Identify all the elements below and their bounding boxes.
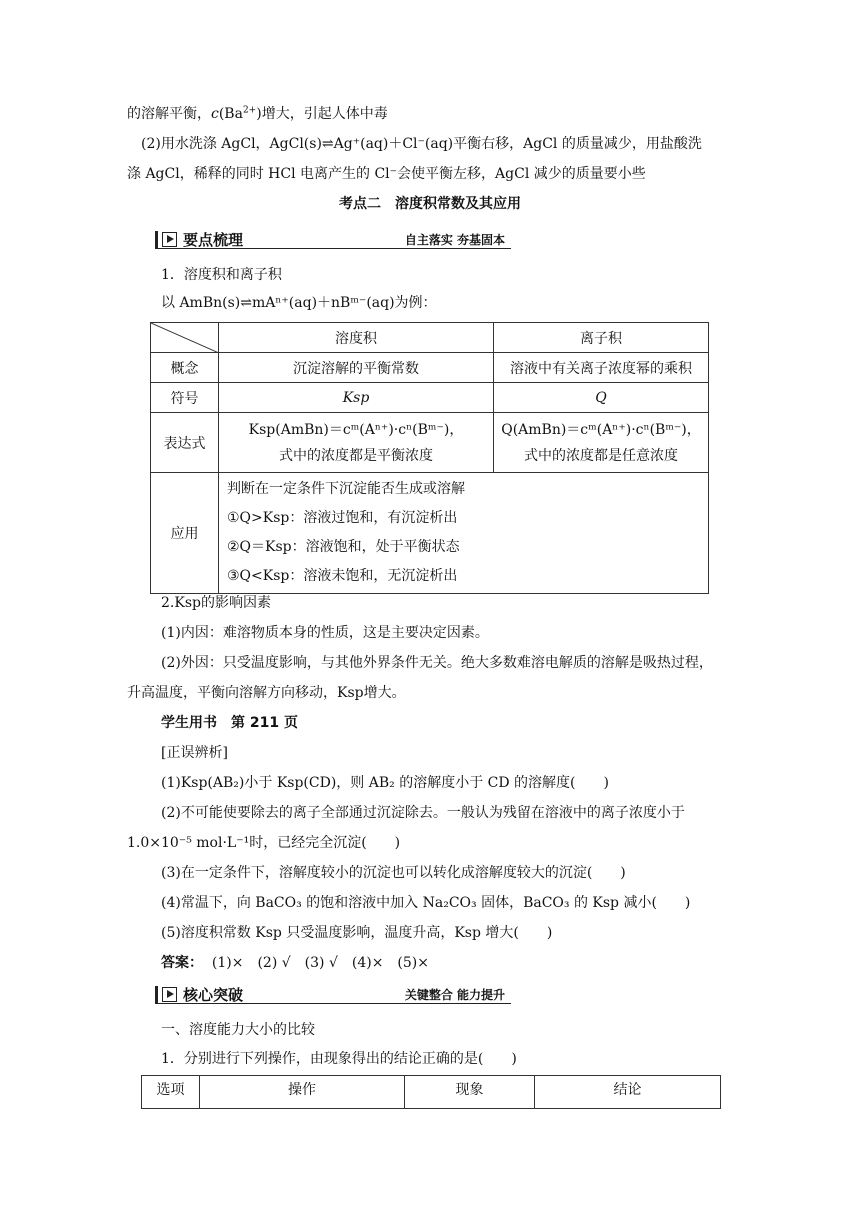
row-label: 表达式 xyxy=(151,413,219,473)
banner-subtitle: 关键整合 能力提升 xyxy=(404,988,505,1002)
correction-item: (5)溶度积常数 Ksp 只受温度影响，温度升高，Ksp 增大( ) xyxy=(161,925,553,941)
question-1: 1．分别进行下列操作，由现象得出的结论正确的是( ) xyxy=(161,1051,517,1067)
table-row xyxy=(151,473,709,594)
cell-ksp: Ksp xyxy=(219,383,494,413)
intro-line-2: (2)用水洗涤 AgCl，AgCl(s)⇌Ag⁺(aq)＋Cl⁻(aq)平衡右移，AgCl 的质量减少，用盐酸洗 xyxy=(141,136,702,152)
application-line: ②Q＝Ksp：溶液饱和，处于平衡状态 xyxy=(227,539,460,555)
options-table xyxy=(141,1075,721,1109)
correction-item: (4)常温下，向 BaCO₃ 的饱和溶液中加入 Na₂CO₃ 固体，BaCO₃ 的 Ksp 减小( ) xyxy=(161,895,691,911)
correction-item: (3)在一定条件下，溶解度较小的沉淀也可以转化成溶解度较大的沉淀( ) xyxy=(161,865,626,881)
row-label: 应用 xyxy=(151,473,219,594)
q-expression-note: 式中的浓度都是任意浓度 xyxy=(524,447,678,464)
paragraph-external-2: 升高温度，平衡向溶解方向移动，Ksp增大。 xyxy=(127,685,406,701)
banner-bar xyxy=(155,231,158,248)
cell-q: 溶液中有关离子浓度幂的乘积 xyxy=(494,353,709,383)
book-reference: 学生用书 第 211 页 xyxy=(161,715,298,731)
correction-title: [正误辨析] xyxy=(161,745,228,761)
header-phenomenon: 现象 xyxy=(405,1076,535,1109)
cell-q xyxy=(494,413,709,473)
banner-core-breakthrough xyxy=(155,984,511,1004)
cell-ksp: 沉淀溶解的平衡常数 xyxy=(219,353,494,383)
subheading-ksp-factors: 2.Ksp的影响因素 xyxy=(161,595,271,611)
table-row xyxy=(151,383,709,413)
play-triangle-icon xyxy=(162,232,177,247)
correction-item-cont: 1.0×10⁻⁵ mol·L⁻¹时，已经完全沉淀( ) xyxy=(127,835,401,851)
cell-ksp xyxy=(219,413,494,473)
application-line: 判断在一定条件下沉淀能否生成或溶解 xyxy=(227,481,465,497)
row-label: 概念 xyxy=(151,353,219,383)
table-row xyxy=(151,353,709,383)
table-row xyxy=(151,413,709,473)
intro-line-1: 的溶解平衡，$c(Ba^{2+})$增大，引起人体中毒 xyxy=(127,105,388,122)
row-label: 符号 xyxy=(151,383,219,413)
banner-subtitle: 自主落实 夯基固本 xyxy=(404,233,505,247)
intro-line-3: 涤 AgCl，稀释的同时 HCl 电离产生的 Cl⁻会使平衡左移，AgCl 减少的质量要小些 xyxy=(127,166,646,182)
table-corner-cell xyxy=(151,323,219,353)
example-equation: 以 AmBn(s)⇌mAⁿ⁺(aq)＋nBᵐ⁻(aq)为例： xyxy=(161,295,437,311)
section-title: 考点二 溶度积常数及其应用 xyxy=(339,196,521,212)
correction-item: (2)不可能使要除去的离子全部通过沉淀除去。一般认为残留在溶液中的离子浓度小于 xyxy=(161,805,685,821)
correction-item: (1)Ksp(AB₂)小于 Ksp(CD)，则 AB₂ 的溶解度小于 CD 的溶解度( ) xyxy=(161,775,609,791)
application-line: ③Q<Ksp：溶液未饱和，无沉淀析出 xyxy=(227,568,458,584)
q-expression: Q(AmBn)＝cᵐ(Aⁿ⁺)·cⁿ(Bᵐ⁻)， xyxy=(501,421,701,438)
paragraph-internal: (1)内因：难溶物质本身的性质，这是主要决定因素。 xyxy=(161,625,489,641)
banner-bar xyxy=(155,986,158,1003)
play-triangle-icon xyxy=(162,987,177,1002)
header-q: 离子积 xyxy=(494,323,709,353)
banner-title: 核心突破 xyxy=(183,986,244,1004)
banner-key-points xyxy=(155,229,511,249)
answers-line xyxy=(161,953,429,973)
cell-q: Q xyxy=(494,383,709,413)
application-line: ①Q>Ksp：溶液过饱和，有沉淀析出 xyxy=(227,510,458,526)
header-option: 选项 xyxy=(142,1076,200,1109)
answers-label: 答案： xyxy=(161,955,203,971)
ksp-q-table xyxy=(150,322,709,594)
answers-values: (1)× (2) √ (3) √ (4)× (5)× xyxy=(211,955,429,971)
ksp-expression-note: 式中的浓度都是平衡浓度 xyxy=(279,447,433,464)
cell-application xyxy=(219,473,709,594)
part-heading: 一、溶度能力大小的比较 xyxy=(161,1022,315,1038)
banner-title: 要点梳理 xyxy=(183,231,244,249)
subheading-ksp-q: 1．溶度积和离子积 xyxy=(161,267,282,283)
ksp-expression: Ksp(AmBn)＝cᵐ(Aⁿ⁺)·cⁿ(Bᵐ⁻)， xyxy=(248,421,464,438)
header-operation: 操作 xyxy=(200,1076,405,1109)
header-conclusion: 结论 xyxy=(535,1076,721,1109)
paragraph-external-1: (2)外因：只受温度影响，与其他外界条件无关。绝大多数难溶电解质的溶解是吸热过程， xyxy=(161,655,713,671)
header-ksp: 溶度积 xyxy=(219,323,494,353)
